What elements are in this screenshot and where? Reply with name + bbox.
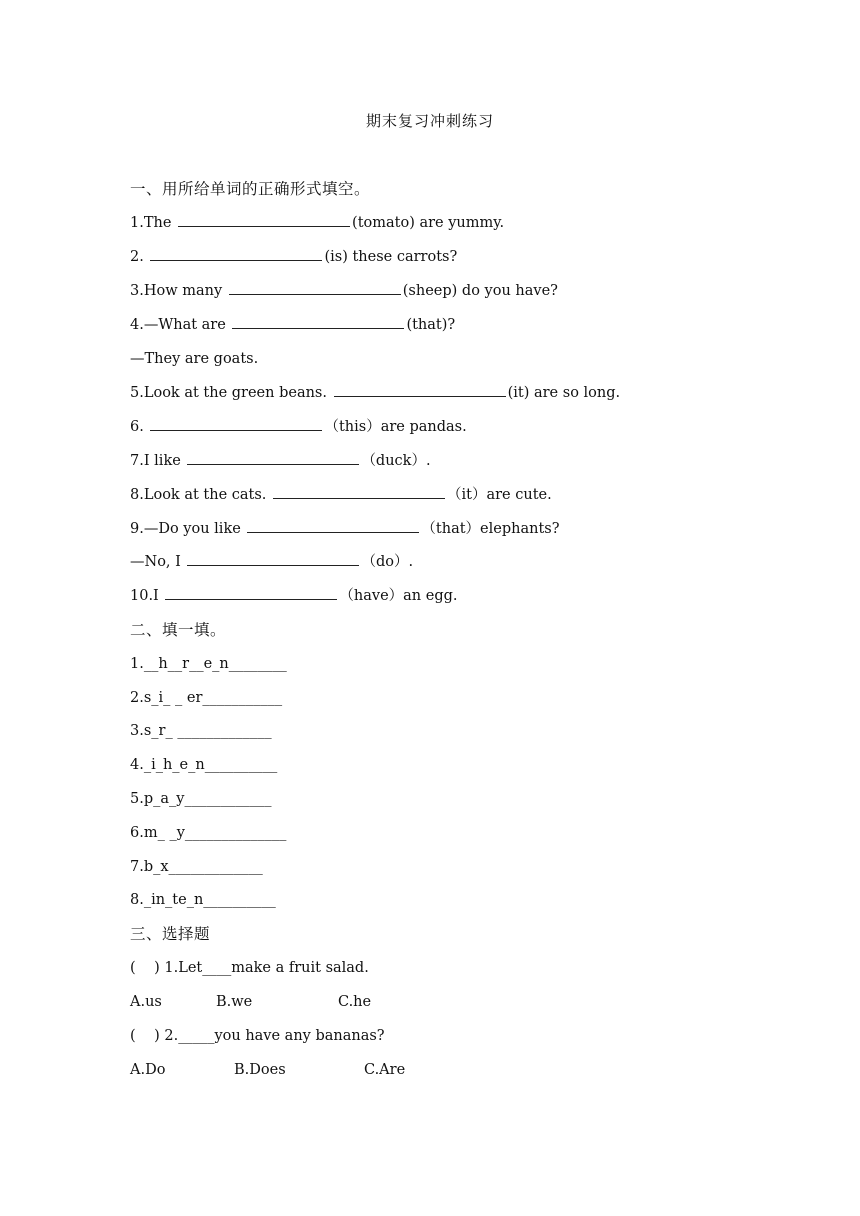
item-hint: （this）are pandas. bbox=[324, 419, 467, 435]
exercise-item-10 bbox=[130, 585, 458, 607]
section-heading-choice: 三、选择题 bbox=[130, 925, 211, 943]
exercise-item-4 bbox=[130, 314, 455, 336]
item-hint: （it）are cute. bbox=[447, 487, 552, 503]
spelling-item-2[interactable]: 2.s_i_ _ er___________ bbox=[130, 690, 283, 706]
spelling-item-5[interactable]: 5.p_a_y____________ bbox=[130, 791, 272, 807]
option-c[interactable]: C.Are bbox=[364, 1062, 406, 1078]
exercise-item-9-reply bbox=[130, 551, 413, 573]
answer-blank[interactable] bbox=[334, 382, 506, 397]
item-hint: （do）. bbox=[361, 554, 414, 570]
option-a[interactable]: A.Do bbox=[130, 1062, 166, 1078]
item-hint: (tomato) are yummy. bbox=[352, 215, 505, 231]
item-hint: (it) are so long. bbox=[507, 385, 621, 401]
exercise-item-6 bbox=[130, 416, 467, 438]
answer-blank[interactable] bbox=[229, 280, 401, 295]
item-hint: （have）an egg. bbox=[339, 588, 458, 604]
item-text: 10.I bbox=[130, 588, 164, 604]
item-text: 6. bbox=[130, 419, 149, 435]
item-text: 7.I like bbox=[130, 453, 186, 469]
answer-blank[interactable] bbox=[150, 246, 322, 261]
item-text: 9.—Do you like bbox=[130, 521, 246, 537]
page-title: 期末复习冲刺练习 bbox=[365, 112, 494, 130]
exercise-item-8 bbox=[130, 484, 552, 506]
exercise-item-4-reply: —They are goats. bbox=[130, 351, 259, 367]
exercise-item-5 bbox=[130, 382, 620, 404]
answer-blank[interactable] bbox=[273, 484, 445, 499]
choice-question-1[interactable]: ( ) 1.Let____make a fruit salad. bbox=[130, 960, 369, 976]
item-hint: (is) these carrots? bbox=[324, 249, 458, 265]
exercise-item-3 bbox=[130, 280, 558, 302]
item-text: 1.The bbox=[130, 215, 177, 231]
answer-blank[interactable] bbox=[247, 518, 419, 533]
section-heading-fill-letters: 二、填一填。 bbox=[130, 621, 227, 639]
item-text: 2. bbox=[130, 249, 149, 265]
spelling-item-7[interactable]: 7.b_x_____________ bbox=[130, 859, 263, 875]
answer-blank[interactable] bbox=[187, 450, 359, 465]
answer-blank[interactable] bbox=[178, 212, 350, 227]
exercise-item-9 bbox=[130, 518, 560, 540]
item-hint: （that）elephants? bbox=[421, 521, 560, 537]
spelling-item-4[interactable]: 4._i_h_e_n__________ bbox=[130, 757, 278, 773]
answer-blank[interactable] bbox=[150, 416, 322, 431]
item-hint: （duck）. bbox=[361, 453, 431, 469]
item-text: 5.Look at the green beans. bbox=[130, 385, 332, 401]
option-c[interactable]: C.he bbox=[338, 994, 372, 1010]
option-a[interactable]: A.us bbox=[130, 994, 162, 1010]
item-text: 4.—What are bbox=[130, 317, 231, 333]
section-heading-fill-forms: 一、用所给单词的正确形式填空。 bbox=[130, 180, 371, 198]
spelling-item-6[interactable]: 6.m_ _y______________ bbox=[130, 825, 287, 841]
choice-options-1 bbox=[130, 991, 371, 1013]
item-hint: (sheep) do you have? bbox=[402, 283, 558, 299]
answer-blank[interactable] bbox=[165, 585, 337, 600]
item-text: —No, I bbox=[130, 554, 186, 570]
item-text: 3.How many bbox=[130, 283, 227, 299]
exercise-item-1 bbox=[130, 212, 504, 234]
answer-blank[interactable] bbox=[232, 314, 404, 329]
exercise-item-2 bbox=[130, 246, 457, 268]
answer-blank[interactable] bbox=[187, 551, 359, 566]
item-hint: (that)? bbox=[406, 317, 456, 333]
spelling-item-1[interactable]: 1.__h__r__e_n________ bbox=[130, 656, 287, 672]
choice-options-2 bbox=[130, 1059, 405, 1081]
choice-question-2[interactable]: ( ) 2._____you have any bananas? bbox=[130, 1028, 385, 1044]
option-b[interactable]: B.Does bbox=[234, 1062, 286, 1078]
option-b[interactable]: B.we bbox=[216, 994, 253, 1010]
spelling-item-3[interactable]: 3.s_r_ _____________ bbox=[130, 723, 272, 739]
spelling-item-8[interactable]: 8._in_te_n__________ bbox=[130, 892, 276, 908]
exercise-item-7 bbox=[130, 450, 431, 472]
item-text: 8.Look at the cats. bbox=[130, 487, 272, 503]
